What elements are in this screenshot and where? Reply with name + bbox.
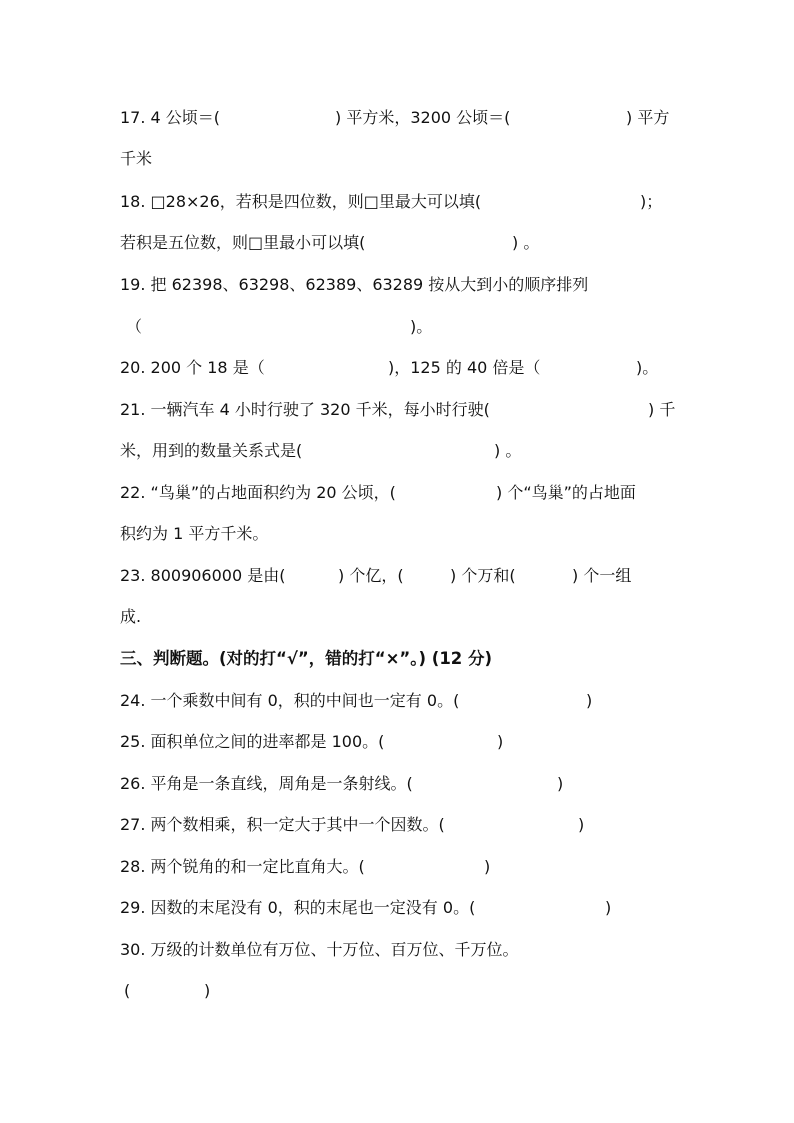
judgment-27-text: 27. 两个数相乘，积一定大于其中一个因数。( (120, 815, 445, 834)
question-22-text-c: 积约为 1 平方千米。 (120, 524, 269, 543)
question-17-line-1 (0, 103, 794, 133)
question-19-line-2 (0, 312, 794, 342)
question-23-text-b: ) 个亿，( (338, 566, 404, 585)
question-17-line-2 (0, 144, 794, 174)
question-18-text-c: 若积是五位数，则□里最小可以填( (120, 233, 366, 252)
question-22-text-a: 22. “鸟巢”的占地面积约为 20 公顷，( (120, 483, 396, 502)
question-21-line-1 (0, 395, 794, 425)
question-20-text-c: )。 (636, 358, 659, 377)
judgment-24-close: ) (586, 691, 593, 710)
question-23-text-a: 23. 800906000 是由( (120, 566, 286, 585)
question-21-line-2 (0, 436, 794, 466)
question-23-line-1 (0, 561, 794, 591)
question-20-text-a: 20. 200 个 18 是（ (120, 358, 265, 377)
judgment-27-close: ) (578, 815, 585, 834)
question-21-text-c: 米，用到的数量关系式是( (120, 441, 303, 460)
judgment-25 (0, 727, 794, 757)
judgment-26 (0, 769, 794, 799)
question-23-text-d: ) 个一组 (572, 566, 632, 585)
judgment-30-line-1 (0, 935, 794, 965)
judgment-26-text: 26. 平角是一条直线，周角是一条射线。( (120, 774, 413, 793)
section-3-heading-text: 三、判断题。(对的打“√”，错的打“×”。) (12 分) (120, 649, 493, 668)
judgment-29-text: 29. 因数的末尾没有 0，积的末尾也一定没有 0。( (120, 898, 476, 917)
question-21-text-d: ) 。 (494, 441, 522, 460)
question-18-line-2 (0, 228, 794, 258)
section-3-heading (0, 644, 794, 674)
judgment-28-close: ) (484, 857, 491, 876)
judgment-24-text: 24. 一个乘数中间有 0，积的中间也一定有 0。( (120, 691, 460, 710)
judgment-30-open: ( (124, 981, 131, 1000)
question-21-text-a: 21. 一辆汽车 4 小时行驶了 320 千米，每小时行驶( (120, 400, 490, 419)
judgment-30-text: 30. 万级的计数单位有万位、十万位、百万位、千万位。 (120, 940, 519, 959)
question-23-text-e: 成. (120, 607, 142, 626)
question-22-line-2 (0, 519, 794, 549)
judgment-28-text: 28. 两个锐角的和一定比直角大。( (120, 857, 365, 876)
question-22-text-b: ) 个“鸟巢”的占地面 (496, 483, 636, 502)
judgment-24 (0, 686, 794, 716)
question-23-text-c: ) 个万和( (450, 566, 516, 585)
judgment-29 (0, 893, 794, 923)
question-17-text-b: ) 平方米，3200 公顷＝( (335, 108, 511, 127)
judgment-28 (0, 852, 794, 882)
judgment-25-close: ) (497, 732, 504, 751)
question-21-text-b: ) 千 (648, 400, 676, 419)
question-19-text-b: （ (126, 317, 143, 336)
question-18-line-1 (0, 187, 794, 217)
question-19-text-c: )。 (410, 317, 433, 336)
judgment-25-text: 25. 面积单位之间的进率都是 100。( (120, 732, 385, 751)
question-18-text-a: 18. □28×26，若积是四位数，则□里最大可以填( (120, 192, 482, 211)
question-17-text-d: 千米 (120, 149, 153, 168)
question-18-text-d: ) 。 (512, 233, 540, 252)
question-20-line-1 (0, 353, 794, 383)
question-17-text-c: ) 平方 (626, 108, 670, 127)
question-23-line-2 (0, 602, 794, 632)
question-20-text-b: )，125 的 40 倍是（ (388, 358, 541, 377)
judgment-30-line-2 (0, 976, 794, 1006)
judgment-29-close: ) (605, 898, 612, 917)
question-17-text-a: 17. 4 公顷＝( (120, 108, 221, 127)
question-22-line-1 (0, 478, 794, 508)
judgment-30-close: ) (204, 981, 211, 1000)
judgment-27 (0, 810, 794, 840)
question-19-line-1 (0, 270, 794, 300)
judgment-26-close: ) (557, 774, 564, 793)
question-18-text-b: )； (640, 192, 663, 211)
question-19-text-a: 19. 把 62398、63298、62389、63289 按从大到小的顺序排列 (120, 275, 589, 294)
